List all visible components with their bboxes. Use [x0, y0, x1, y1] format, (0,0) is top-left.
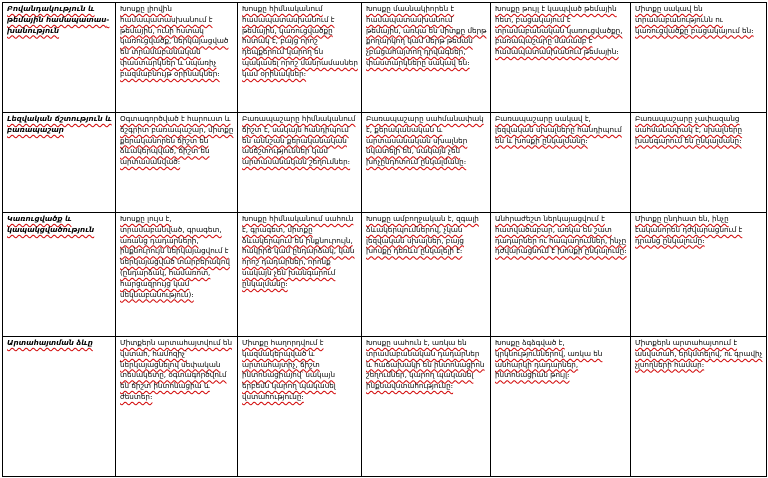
criterion-cell — [3, 337, 116, 477]
level-text: Անհրաժեշտ ներկայացվում է հատվածաբար, առկա են շատ դադարներ ու հապաղումներ, ինչը դժվարացնում է խոսքի ընկալումը։ — [495, 214, 627, 256]
level-text: Խոսքը լույս է, տրամաբանված, գրագետ, առանց դադարների, ինքնուրույն ներկայացվում է ներկայացված տարբերակով (ընդարձակ, համառոտ, հարցազրույց կամ մեկնաբանություն)։ — [120, 214, 230, 299]
level-text: Խոսքը լիովին համապատասխանում է թեմային, ունի հստակ կառուցվածք, ներկայացված են տրամաբանական փաստարկներ և սպառիչ բազմաբնույթ օրինակներ։ — [120, 4, 229, 78]
rubric-row-structure — [3, 213, 767, 337]
level-cell — [631, 337, 767, 477]
level-cell — [362, 3, 491, 113]
criterion-label: Լեզվական ճշտություն և բառապաշար — [7, 114, 112, 134]
level-text: Միտքը սակավ են տրամաբանությունն ու կառուցվածքը բացակայում են։ — [635, 4, 754, 35]
criterion-cell — [3, 213, 116, 337]
level-text: Խոսքը սահուն է, առկա են տրամաբանական դադարներ և հաճախակի են ինտոնացիոն շեղումներ, կարող պակասել ինքնավստահությունը։ — [366, 338, 485, 391]
rubric-row-content — [3, 3, 767, 113]
level-text: Միտքը ընդհատ են, ինչը էականորեն դժվարացնում է դրանց ընկալումը։ — [635, 214, 743, 245]
level-text: Միտքը հաղորդվում է կազմակերպված և արտահայտիչ, ճիշտ ինտոնացիայով՝ սակայն երբեմն կարող պակասել վստահությունը։ — [242, 338, 336, 401]
level-cell — [362, 213, 491, 337]
rubric-row-language — [3, 113, 767, 213]
rubric-row-expression — [3, 337, 767, 477]
assessment-rubric-table — [2, 2, 767, 477]
level-cell — [362, 113, 491, 213]
level-cell — [631, 213, 767, 337]
level-text: Խոսքը թույլ է կապված թեմային հետ, բացակայում է տրամաբանական կառուցվածքը, բառապաշարը մասամբ է համապատասխանում թեմային։ — [495, 4, 623, 57]
level-text: Խոսքը ձգձգված է, կրկնություններով, առկա են անհարկի դադարներ, ինտոնացիան թույլ։ — [495, 338, 603, 380]
level-text: Բառապաշարը հիմնականում ճիշտ է, սակայն հանդիպում են աննշան քերականական անճշտություններ կամ արտասանական շեղումներ։ — [242, 114, 356, 167]
level-cell — [238, 213, 362, 337]
level-text: Օգտագործված է հարուստ և ճշգրիտ բառապաշար, միտքը քերականորեն ճիշտ են ձևակերպված, ճիշտ են արտասանված։ — [120, 114, 234, 167]
level-cell — [631, 3, 767, 113]
level-cell — [491, 113, 631, 213]
level-text: Խոսքը մասնակիորեն է համապատասխանում թեմային, առկա են միտքը մերթ քողարկող կամ մերթ թեման չբացահայտող դրվագներ, փաստարկները սակավ են։ — [366, 4, 487, 67]
criterion-cell — [3, 3, 116, 113]
level-text: Բառապաշարը չափազանց սահմանափակ է, սխալները խանգարում են ընկալմանը։ — [635, 114, 743, 145]
level-text: Խոսքը հիմնականում համապատասխանում է թեմային, կառուցվածքը հստակ է, բայց որոշ դեպքերում կարող են պակասել որոշ մանրամասներ կամ օրինակներ։ — [242, 4, 358, 78]
level-cell — [238, 337, 362, 477]
criterion-cell — [3, 113, 116, 213]
level-cell — [491, 213, 631, 337]
level-cell — [362, 337, 491, 477]
criterion-label: Բովանդակություն և թեմային համապատասխանություն — [7, 4, 110, 35]
level-cell — [491, 3, 631, 113]
level-text: Բառապաշարը սակավ է, լեզվական սխալները հանդիպում են և խոսքի ընկալմանը։ — [495, 114, 622, 145]
level-text: Խոսքը հիմնականում սահուն է, գրագետ, միտքը ձևակերպում են ինքնուրույն, հակիրճ կամ ընդարձակ, կան որոշ դադարներ, որոնք սակայն չեն խանգարում ընկալմանը։ — [242, 214, 355, 288]
level-cell — [116, 213, 238, 337]
level-text: Խոսքը ամբողջական է, զգալի ձևակերպումներով, չկան լեզվական սխալներ, բայց խոսքը դեռևս ընկալելի է։ — [366, 214, 479, 256]
level-cell — [116, 337, 238, 477]
level-cell — [491, 337, 631, 477]
level-cell — [238, 113, 362, 213]
level-cell — [631, 113, 767, 213]
criterion-label: Կառուցվածք և կապակցվածություն — [7, 214, 95, 234]
level-cell — [116, 113, 238, 213]
level-cell — [238, 3, 362, 113]
criterion-label: Արտահայտման ձևը — [7, 338, 93, 347]
level-text: Միտքերն արտահայտվում են վստահ, համոզիչ՝ ներկայացնելով սեփական տեսակետը, օգտագործվում են ճիշտ ինտոնացիա և ժեստեր։ — [120, 338, 233, 401]
level-text: Միտքերն արտահայտում է անվստահ, երկմտելով, ու գրավիչ չլսողների համար։ — [635, 338, 763, 369]
level-text: Բառապաշարը սահմանափակ է, քերականական և արտասանական սխալներ նկատելի են, սակայն չեն խոչընդոտում ընկալմանը։ — [366, 114, 484, 167]
level-cell — [116, 3, 238, 113]
